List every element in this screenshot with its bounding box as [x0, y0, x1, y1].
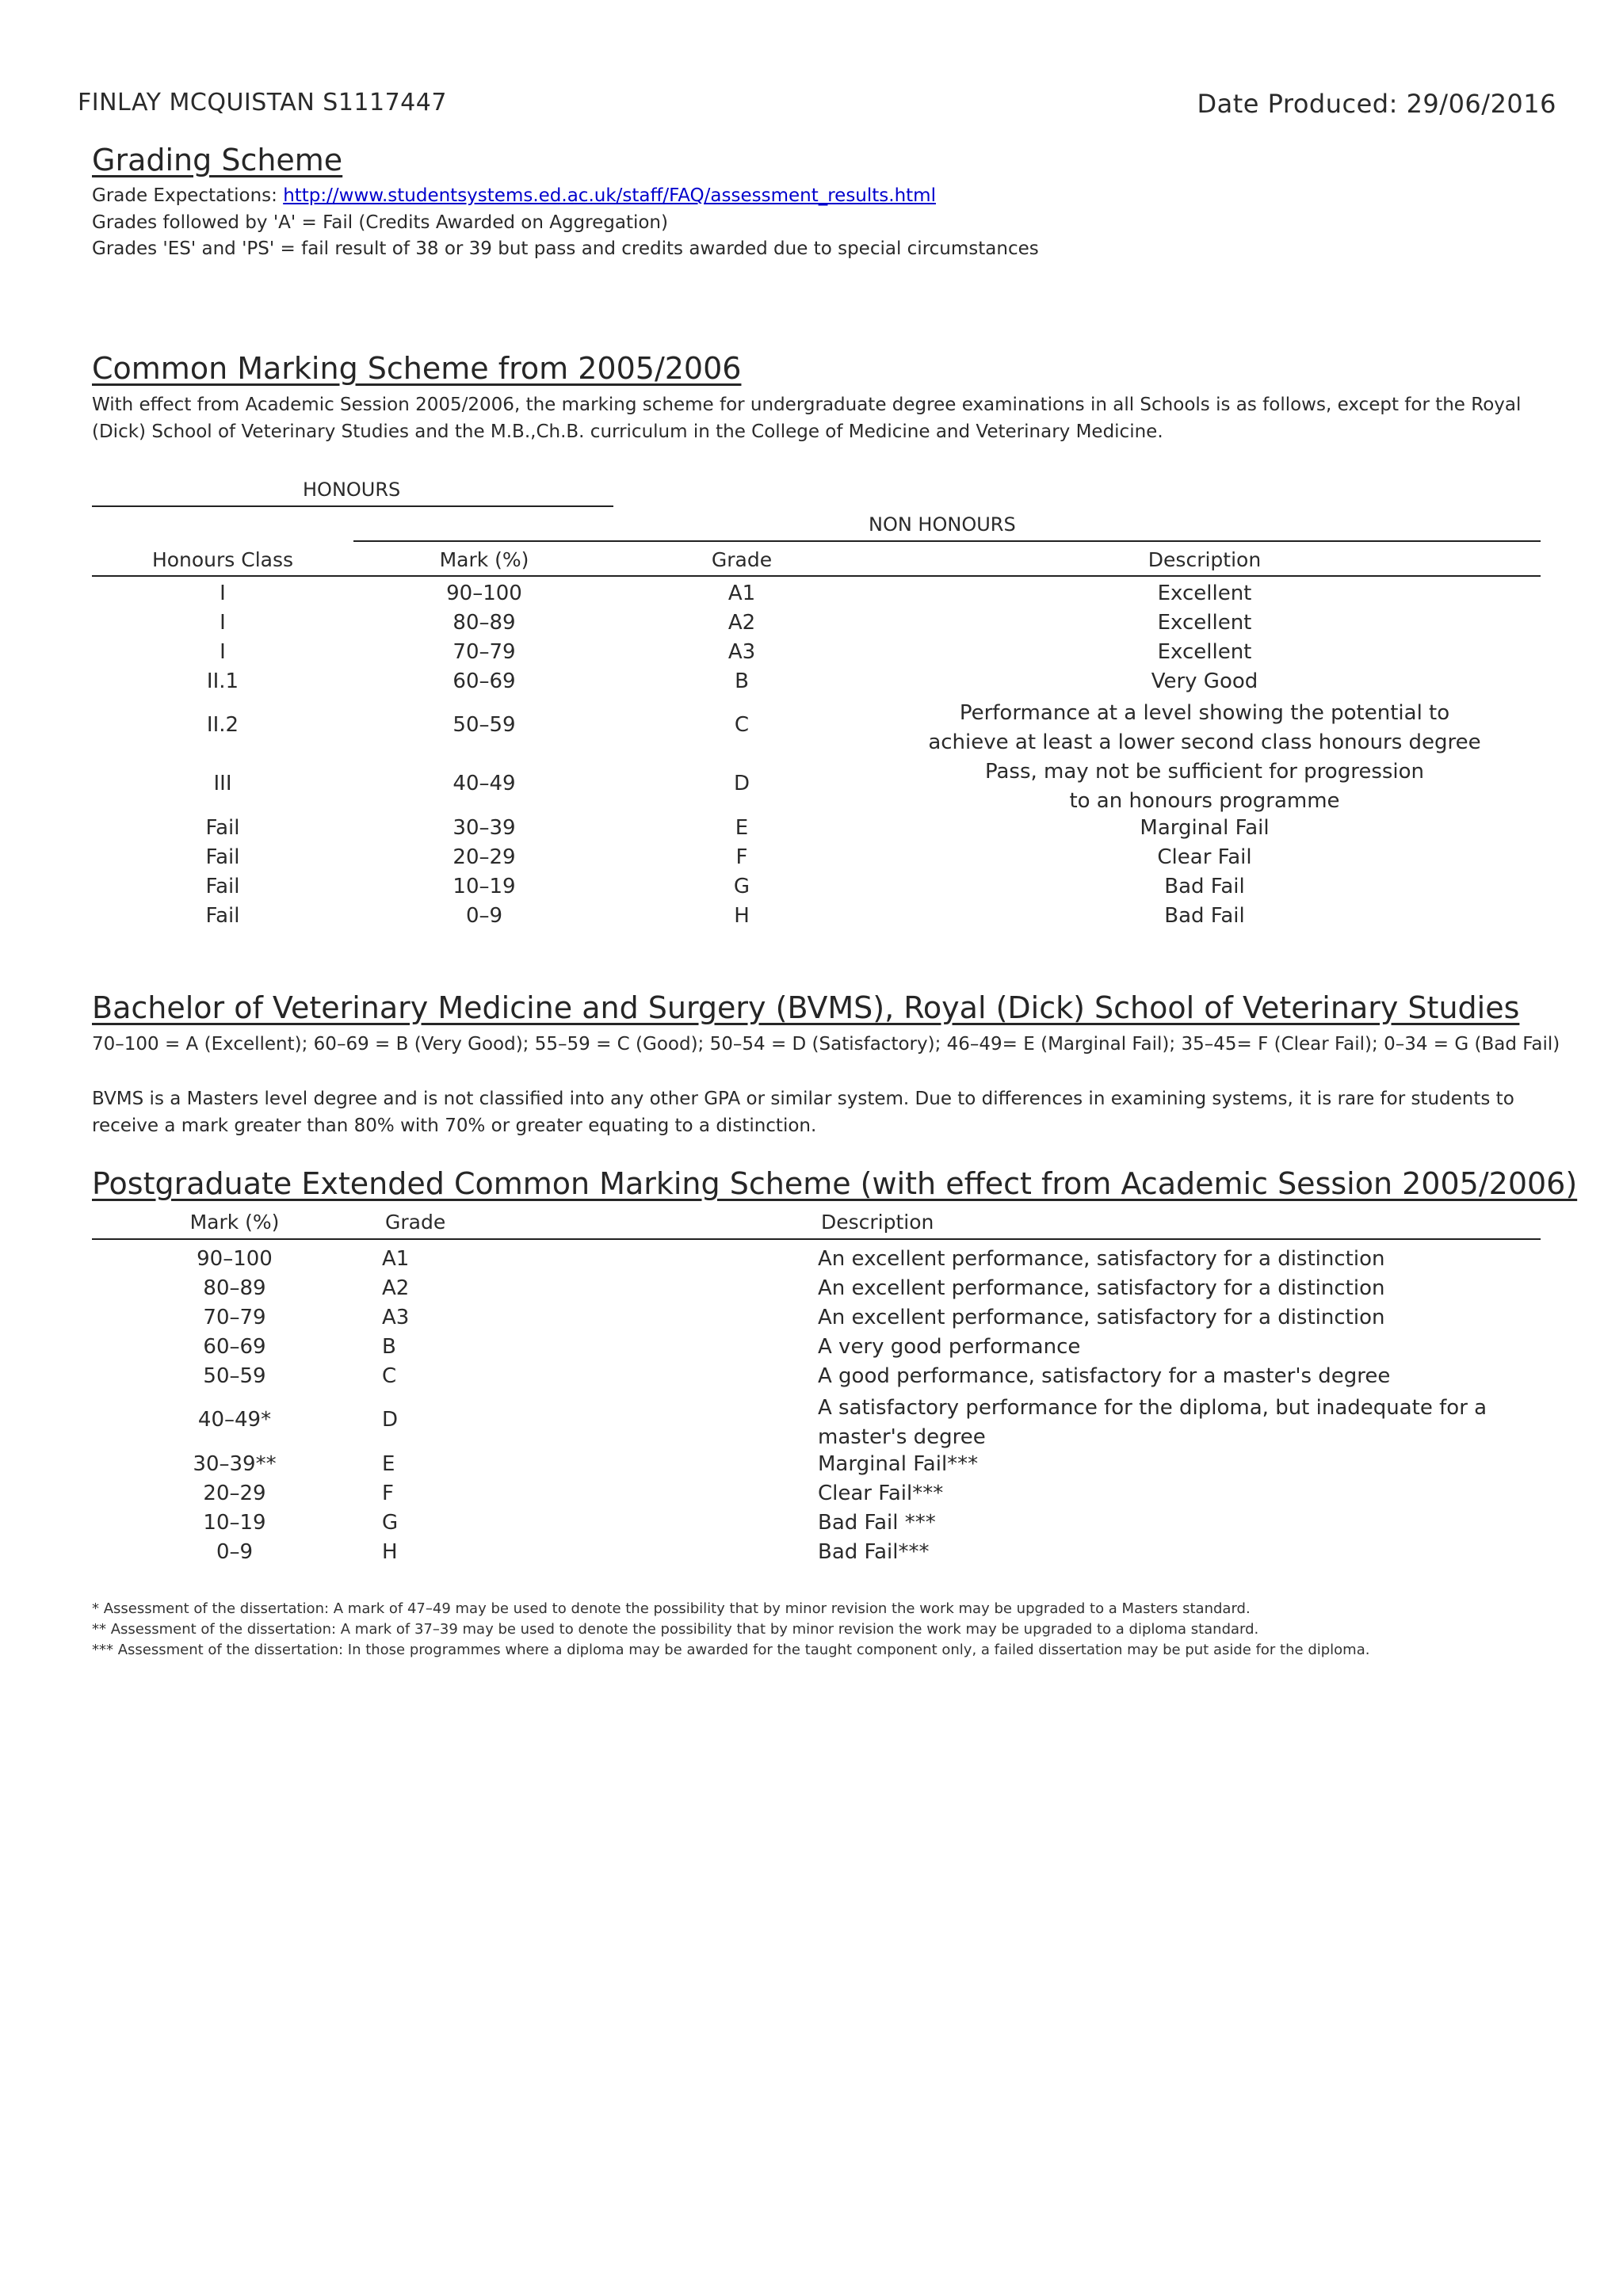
grading-note-aggregation: Grades followed by 'A' = Fail (Credits Awarded on Aggregation) [92, 212, 668, 233]
grade-cell: E [735, 816, 749, 840]
mark-cell: 60–69 [453, 669, 516, 693]
grade-cell: F [382, 1482, 394, 1505]
honours-class-cell: Fail [205, 904, 240, 928]
description-cell: Clear Fail [1157, 845, 1252, 869]
bvms-scale: 70–100 = A (Excellent); 60–69 = B (Very Good); 55–59 = C (Good); 50–54 = D (Satisfactory); 46–49= E (Marginal Fail); 35–45= F (Clear Fail); 0–34 = G (Bad Fail) [92, 1034, 1560, 1055]
mark-cell: 80–89 [203, 1276, 266, 1300]
common-header-divider [92, 575, 1541, 577]
col-grade: Grade [711, 548, 773, 571]
honours-divider [92, 505, 613, 507]
description-cell: A very good performance [818, 1335, 1081, 1359]
mark-cell: 20–29 [453, 845, 516, 869]
description-cell: A good performance, satisfactory for a master's degree [818, 1364, 1391, 1388]
grade-cell: A1 [382, 1247, 410, 1271]
col-honours-class: Honours Class [151, 548, 294, 571]
description-cell: Bad Fail [1164, 875, 1245, 898]
description-cell: Bad Fail [1164, 904, 1245, 928]
grading-note-special: Grades 'ES' and 'PS' = fail result of 38 or 39 but pass and credits awarded due to special circumstances [92, 238, 1039, 259]
col-description: Description [821, 1211, 934, 1234]
grade-cell: H [734, 904, 750, 928]
grade-cell: A2 [727, 611, 756, 635]
description-cell: Excellent [1157, 582, 1252, 605]
date-produced: Date Produced: 29/06/2016 [1197, 89, 1556, 119]
honours-class-cell: I [220, 582, 226, 605]
description-cell: An excellent performance, satisfactory for a distinction [818, 1276, 1385, 1300]
grade-cell: B [735, 669, 749, 693]
common-marking-intro: With effect from Academic Session 2005/2006, the marking scheme for undergraduate degree examinations in all Schools is as follows, except for the Royal (Dick) School of Veterinary Studies and the M.B.,Ch.B. curriculum in the College of Medicine and Veterinary Medicine. [92, 395, 1522, 442]
grade-cell: G [382, 1511, 399, 1535]
mark-cell: 70–79 [203, 1306, 266, 1329]
description-cell: Pass, may not be sufficient for progression to an honours programme [984, 760, 1425, 813]
mark-cell: 0–9 [465, 904, 503, 928]
description-cell: Excellent [1157, 611, 1252, 635]
description-cell: Excellent [1157, 640, 1252, 664]
grade-cell: B [382, 1335, 396, 1359]
common-marking-title: Common Marking Scheme from 2005/2006 [92, 351, 742, 386]
mark-cell: 40–49 [453, 772, 516, 795]
description-cell: Marginal Fail [1140, 816, 1270, 840]
description-cell: An excellent performance, satisfactory for a distinction [818, 1247, 1385, 1271]
grade-cell: D [733, 772, 750, 795]
mark-cell: 50–59 [203, 1364, 266, 1388]
grade-cell: A3 [727, 640, 756, 664]
grade-expectations-label: Grade Expectations: [92, 185, 284, 206]
mark-cell: 90–100 [197, 1247, 273, 1271]
honours-class-cell: II.1 [206, 669, 239, 693]
grade-expectations [92, 185, 936, 206]
grade-cell: E [382, 1452, 395, 1476]
description-cell: Bad Fail*** [818, 1540, 930, 1564]
honours-class-cell: I [220, 640, 226, 664]
col-mark: Mark (%) [189, 1211, 280, 1234]
bvms-title: Bachelor of Veterinary Medicine and Surgery (BVMS), Royal (Dick) School of Veterinary Studies [92, 990, 1520, 1025]
mark-cell: 80–89 [453, 611, 516, 635]
grade-cell: G [733, 875, 750, 898]
description-cell: An excellent performance, satisfactory for a distinction [818, 1306, 1385, 1329]
bvms-note: BVMS is a Masters level degree and is not classified into any other GPA or similar system. Due to differences in examining systems, it is rare for students to receive a mark greater than 80% with 70% or greater equating to a distinction. [92, 1089, 1514, 1136]
table-row [0, 757, 1623, 816]
table-row [0, 699, 1623, 757]
description-cell: Bad Fail *** [818, 1511, 936, 1535]
col-description: Description [1148, 548, 1262, 571]
description-cell: Performance at a level showing the potential to achieve at least a lower second class honours degree [928, 701, 1481, 754]
grade-cell: A1 [727, 582, 756, 605]
footnote-double: ** Assessment of the dissertation: A mark of 37–39 may be used to denote the possibility that by minor revision the work may be upgraded to a diploma standard. [92, 1621, 1259, 1638]
honours-class-cell: Fail [205, 845, 240, 869]
description-cell: Marginal Fail*** [818, 1452, 979, 1476]
mark-cell: 40–49* [197, 1408, 272, 1432]
description-cell: A satisfactory performance for the diploma, but inadequate for a master's degree [818, 1396, 1487, 1449]
table-row [0, 1394, 1623, 1452]
col-grade: Grade [385, 1211, 446, 1234]
honours-class-cell: III [213, 772, 232, 795]
mark-cell: 90–100 [446, 582, 522, 605]
mark-cell: 70–79 [453, 640, 516, 664]
non-honours-label: NON HONOURS [869, 513, 1016, 536]
grading-scheme-title: Grading Scheme [92, 143, 343, 177]
footnote-single: * Assessment of the dissertation: A mark of 47–49 may be used to denote the possibility that by minor revision the work may be upgraded to a Masters standard. [92, 1600, 1251, 1617]
honours-class-cell: Fail [205, 816, 240, 840]
grade-expectations-link[interactable]: http://www.studentsystems.ed.ac.uk/staff/FAQ/assessment_results.html [283, 185, 936, 206]
description-cell: Clear Fail*** [818, 1482, 944, 1505]
mark-cell: 30–39** [193, 1452, 277, 1476]
description-cell: Very Good [1151, 669, 1258, 693]
mark-cell: 10–19 [203, 1511, 266, 1535]
honours-class-cell: I [220, 611, 226, 635]
mark-cell: 0–9 [216, 1540, 254, 1564]
non-honours-divider [353, 540, 1541, 542]
grade-cell: D [382, 1408, 399, 1432]
col-mark: Mark (%) [439, 548, 529, 571]
mark-cell: 20–29 [203, 1482, 266, 1505]
grade-cell: C [382, 1364, 397, 1388]
postgrad-title: Postgraduate Extended Common Marking Scheme (with effect from Academic Session 2005/2006) [92, 1166, 1578, 1201]
honours-class-cell: II.2 [206, 713, 239, 737]
honours-label: HONOURS [303, 479, 401, 501]
grade-cell: F [735, 845, 748, 869]
grade-cell: A2 [382, 1276, 410, 1300]
honours-class-cell: Fail [205, 875, 240, 898]
grade-cell: C [734, 713, 750, 737]
mark-cell: 10–19 [453, 875, 516, 898]
grade-cell: A3 [382, 1306, 410, 1329]
grade-cell: H [382, 1540, 398, 1564]
postgrad-header-divider [92, 1238, 1541, 1240]
mark-cell: 60–69 [203, 1335, 266, 1359]
student-name-id: FINLAY MCQUISTAN S1117447 [78, 89, 447, 116]
mark-cell: 30–39 [453, 816, 516, 840]
footnote-triple: *** Assessment of the dissertation: In those programmes where a diploma may be awarded for the taught component only, a failed dissertation may be put aside for the diploma. [92, 1642, 1370, 1658]
mark-cell: 50–59 [453, 713, 516, 737]
